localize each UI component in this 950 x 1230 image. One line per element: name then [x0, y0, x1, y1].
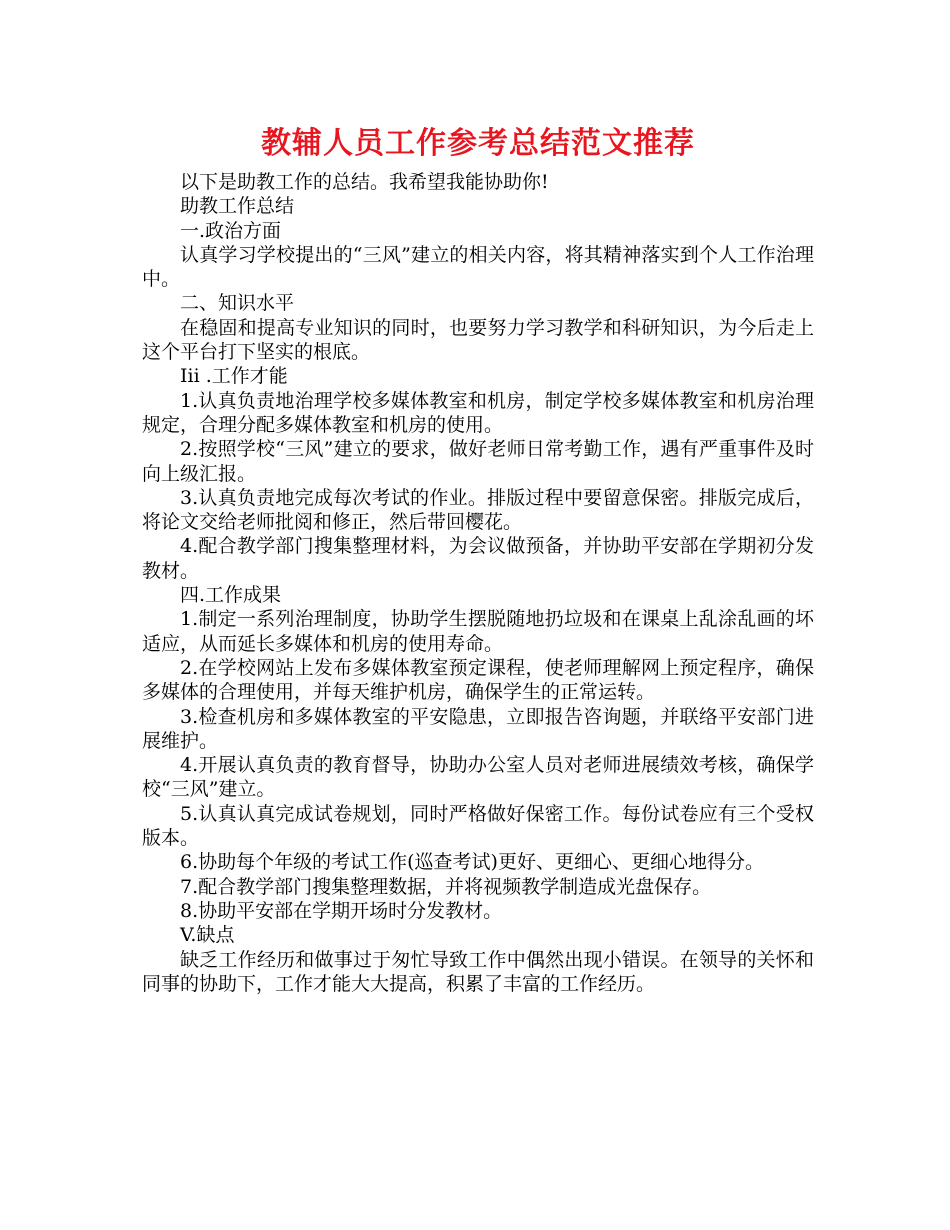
paragraph: 缺乏工作经历和做事过于匆忙导致工作中偶然出现小错误。在领导的关怀和同事的协助下，工作才能大大提高，积累了丰富的工作经历。: [142, 948, 814, 995]
paragraph: 以下是助教工作的总结。我希望我能协助你!: [180, 171, 549, 193]
list-item: 8.协助平安部在学期开场时分发教材。: [180, 899, 503, 922]
document-page: [142, 122, 814, 996]
list-item: 4.配合教学部门搜集整理材料，为会议做预备，并协助平安部在学期初分发教材。: [142, 535, 814, 582]
section-heading: 四.工作成果: [180, 584, 282, 607]
section-heading: 助教工作总结: [180, 195, 295, 218]
section-heading: 一.政治方面: [180, 219, 282, 242]
paragraph: 在稳固和提高专业知识的同时，也要努力学习教学和科研知识，为今后走上这个平台打下坚实的根底。: [142, 316, 814, 364]
list-item: 5.认真认真完成试卷规划，同时严格做好保密工作。每份试卷应有三个受权版本。: [142, 802, 814, 850]
section-heading: Iii .工作才能: [180, 365, 288, 388]
list-item: 2.按照学校“三风”建立的要求，做好老师日常考勤工作，遇有严重事件及时向上级汇报。: [142, 438, 814, 485]
list-item: 3.认真负责地完成每次考试的作业。排版过程中要留意保密。排版完成后，将论文交给老师批阅和修正，然后带回樱花。: [142, 486, 814, 534]
list-item: 4.开展认真负责的教育督导，协助办公室人员对老师进展绩效考核，确保学校“三风”建立。: [142, 754, 814, 801]
section-heading: V.缺点: [180, 924, 235, 947]
paragraph: 认真学习学校提出的“三风”建立的相关内容，将其精神落实到个人工作治理中。: [142, 243, 814, 291]
list-item: 1.制定一系列治理制度，协助学生摆脱随地扔垃圾和在课桌上乱涂乱画的坏适应，从而延长多媒体和机房的使用寿命。: [142, 608, 814, 655]
list-item: 1.认真负责地治理学校多媒体教室和机房，制定学校多媒体教室和机房治理规定，合理分配多媒体教室和机房的使用。: [142, 389, 814, 436]
list-item: 3.检查机房和多媒体教室的平安隐患，立即报告咨询题，并联络平安部门进展维护。: [142, 705, 814, 752]
list-item: 7.配合教学部门搜集整理数据，并将视频教学制造成光盘保存。: [180, 875, 712, 898]
list-item: 2.在学校网站上发布多媒体教室预定课程，使老师理解网上预定程序，确保多媒体的合理使用，并每天维护机房，确保学生的正常运转。: [142, 656, 814, 704]
document-body: [142, 170, 814, 996]
document-title: 教辅人员工作参考总结范文推荐: [261, 126, 695, 161]
list-item: 6.协助每个年级的考试工作(巡查考试)更好、更细心、更细心地得分。: [180, 851, 764, 874]
section-heading: 二、知识水平: [180, 292, 295, 315]
